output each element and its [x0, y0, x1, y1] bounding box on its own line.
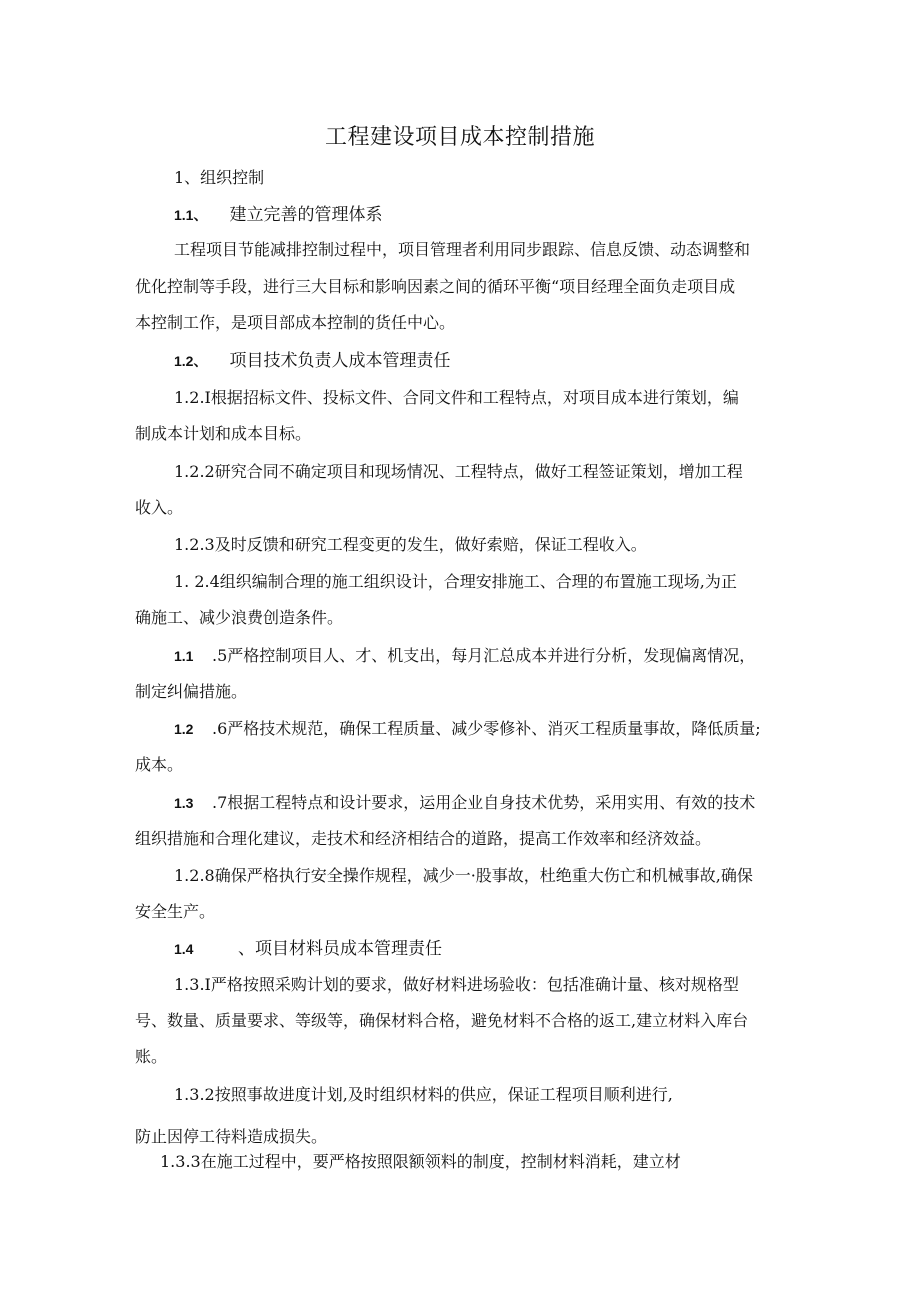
list-item-line: 1.3.3在施工过程中，要严格按照限额领料的制度，控制材料消耗，建立材 [160, 1152, 681, 1171]
subsection-title: 项目技术负责人成本管理责任 [229, 351, 451, 371]
list-item-line: 安全生产。 [135, 902, 216, 921]
list-item-line: 号、数量、质量要求、等级等，确保材料合格，避免材料不合格的返工,建立材料入库台 [135, 1011, 749, 1030]
section-heading: 1、组织控制 [174, 168, 265, 187]
list-item-line: 1.2.2研究合同不确定项目和现场情况、工程特点，做好工程签证策划，增加工程 [174, 462, 743, 481]
item-text: .6严格技术规范，确保工程质量、减少零修补、消灭工程质量事故，降低质量; [212, 719, 761, 738]
item-number: 1.3 [174, 795, 194, 811]
item-number: 1.2 [174, 721, 194, 737]
subsection-heading [174, 351, 450, 371]
page-title: 工程建设项目成本控制措施 [324, 125, 595, 150]
paragraph-line: 优化控制等手段，进行三大目标和影响因素之间的循环平衡“项目经理全面负走项目成 [135, 277, 736, 296]
subsection-heading [174, 939, 442, 959]
list-item-line: 1.2.8确保严格执行安全操作规程，减少一·股事故，杜绝重大伤亡和机械事故,确保 [174, 866, 753, 885]
list-item-line [174, 719, 761, 739]
list-item-line: 1. 2.4组织编制合理的施工组织设计，合理安排施工、合理的布置施工现场,为正 [174, 572, 737, 591]
list-item-line [174, 793, 755, 813]
list-item-line: 防止因停工待料造成损失。 [135, 1127, 328, 1146]
subsection-heading [174, 205, 382, 225]
item-text: .7根据工程特点和设计要求，运用企业自身技术优势，采用实用、有效的技术 [212, 793, 756, 812]
subsection-title: 、项目材料员成本管理责任 [238, 939, 442, 959]
list-item-line: 收入。 [135, 498, 184, 517]
list-item-line: 账。 [135, 1047, 168, 1066]
paragraph-line: 本控制工作，是项目部成本控制的货任中心。 [135, 313, 456, 332]
subsection-number: 1.2、 [174, 353, 208, 369]
list-item-line: 制定纠偏措施。 [135, 682, 248, 701]
list-item-line: 制成本计划和成本目标。 [135, 424, 312, 443]
list-item-line: 成本。 [135, 755, 184, 774]
item-number: 1.1 [174, 648, 194, 664]
paragraph-line: 工程项目节能减排控制过程中，项目管理者利用同步跟踪、信息反馈、动态调整和 [174, 240, 751, 259]
subsection-title: 建立完善的管理体系 [229, 205, 383, 225]
list-item-line: 组织措施和合理化建议，走技术和经济相结合的道路，提高工作效率和经济效益。 [135, 829, 712, 848]
list-item-line: 确施工、减少浪费创造条件。 [135, 608, 344, 627]
list-item-line: 1.3.I严格按照采购计划的要求，做好材料进场验收：包括准确计量、核对规格型 [174, 975, 739, 994]
subsection-number: 1.4 [174, 941, 194, 957]
list-item-line [174, 646, 755, 666]
item-text: .5严格控制项目人、才、机支出，每月汇总成本并进行分析，发现偏离情况， [212, 646, 756, 665]
list-item-line: 1.2.I根据招标文件、投标文件、合同文件和工程特点，对项目成本进行策划，编 [174, 388, 739, 407]
list-item-line: 1.3.2按照事故进度计划,及时组织材料的供应，保证工程项目顺利进行, [174, 1085, 673, 1104]
subsection-number: 1.1、 [174, 207, 208, 223]
list-item-line: 1.2.3及时反馈和研究工程变更的发生，做好索赔，保证工程收入。 [174, 535, 647, 554]
